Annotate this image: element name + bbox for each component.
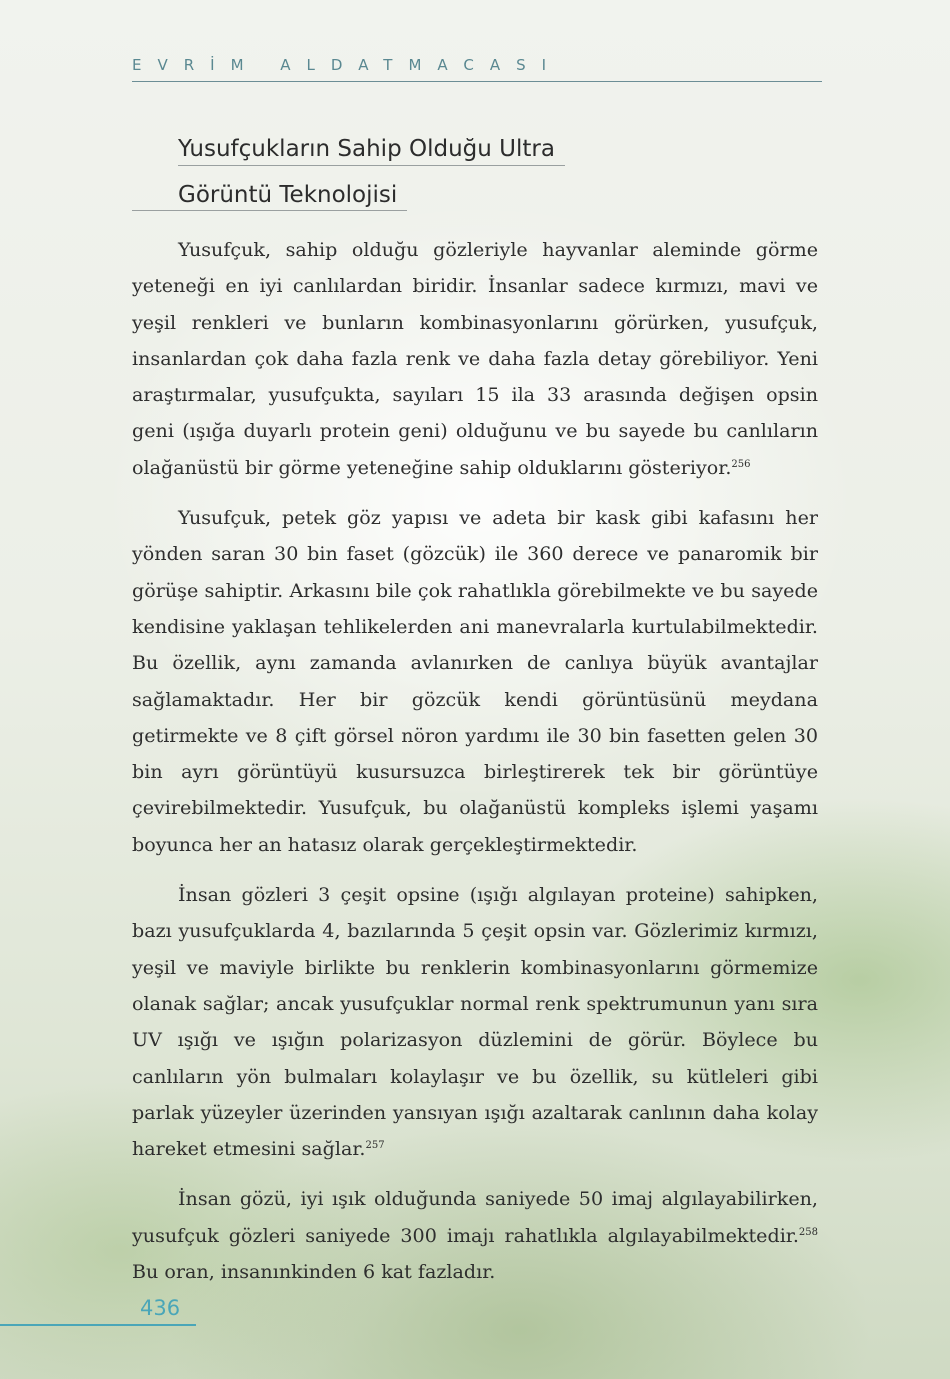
paragraph: Yusufçuk, petek göz yapısı ve adeta bir kask gibi kafasını her yönden saran 30 bin faset (gözcük) ile 360 derece ve panaromik bir görüşe sahiptir. Arkasını bile çok rahatlıkla görebilmekte ve bu sayede kendisine yaklaşan tehlikelerden ani manevralarla kurtulabilmektedir. Bu özellik, aynı zamanda avlanırken de canlıya büyük avantajlar sağlamaktadır. Her bir gözcük kendi görüntüsünü meydana getirmekte ve 8 çift görsel nöron yardımı ile 30 bin fasetten gelen 30 bin ayrı görüntüyü kusursuzca birleştirerek tek bir görüntüye çevirebilmektedir. Yusufçuk, bu olağanüstü kompleks işlemi yaşamı boyunca her an hatasız olarak gerçekleştirmektedir. xyxy=(132,506,818,856)
page-number: 436 xyxy=(140,1296,181,1320)
paragraph: İnsan gözü, iyi ışık olduğunda saniyede 50 imaj algılayabilirken, yusufçuk gözleri saniyede 300 imajı rahatlıkla algılayabilmektedir.$^{258}$ Bu oran, insanınkinden 6 kat fazladır. xyxy=(132,1187,818,1284)
footnote-ref[interactable]: 256 xyxy=(731,458,751,470)
header-divider xyxy=(132,81,822,82)
footnote-ref[interactable]: 257 xyxy=(365,1140,385,1152)
paragraph: Yusufçuk, sahip olduğu gözleriyle hayvanlar aleminde görme yeteneği en iyi canlılardan biridir. İnsanlar sadece kırmızı, mavi ve yeşil renkleri ve bunların kombinasyonlarını görürken, yusufçuk, insanlardan çok daha fazla renk ve daha fazla detay görebiliyor. Yeni araştırmalar, yusufçukta, sayıları 15 ila 33 arasında değişen opsin geni (ışığa duyarlı protein geni) olduğunu ve bu sayede bu canlıların olağanüstü bir görme yeteneğine sahip olduklarını gösteriyor.$^{256}$ xyxy=(132,238,818,479)
title-underline-2 xyxy=(132,210,407,211)
page-number-rule xyxy=(0,1324,196,1326)
running-header: EVRİM ALDATMACASI xyxy=(132,56,563,74)
article-body xyxy=(132,232,818,1304)
paragraph: İnsan gözleri 3 çeşit opsine (ışığı algılayan proteine) sahipken, bazı yusufçuklarda 4, bazılarında 5 çeşit opsin var. Gözlerimiz kırmızı, yeşil ve maviyle birlikte bu renklerin kombinasyonlarını görmemize olanak sağlar; ancak yusufçuklar normal renk spektrumunun yanı sıra UV ışığı ve ışığın polarizasyon düzlemini de görür. Böylece bu canlıların yön bulmaları kolaylaşır ve bu özellik, su kütleleri gibi parlak yüzeyler üzerinden yansıyan ışığı azaltarak canlının daha kolay hareket etmesini sağlar.$^{257}$ xyxy=(132,883,818,1161)
footnote-ref[interactable]: 258 xyxy=(798,1226,818,1238)
section-title-line-2: Görüntü Teknolojisi xyxy=(178,182,398,208)
title-underline-1 xyxy=(178,165,565,166)
section-title-line-1: Yusufçukların Sahip Olduğu Ultra xyxy=(178,136,555,162)
